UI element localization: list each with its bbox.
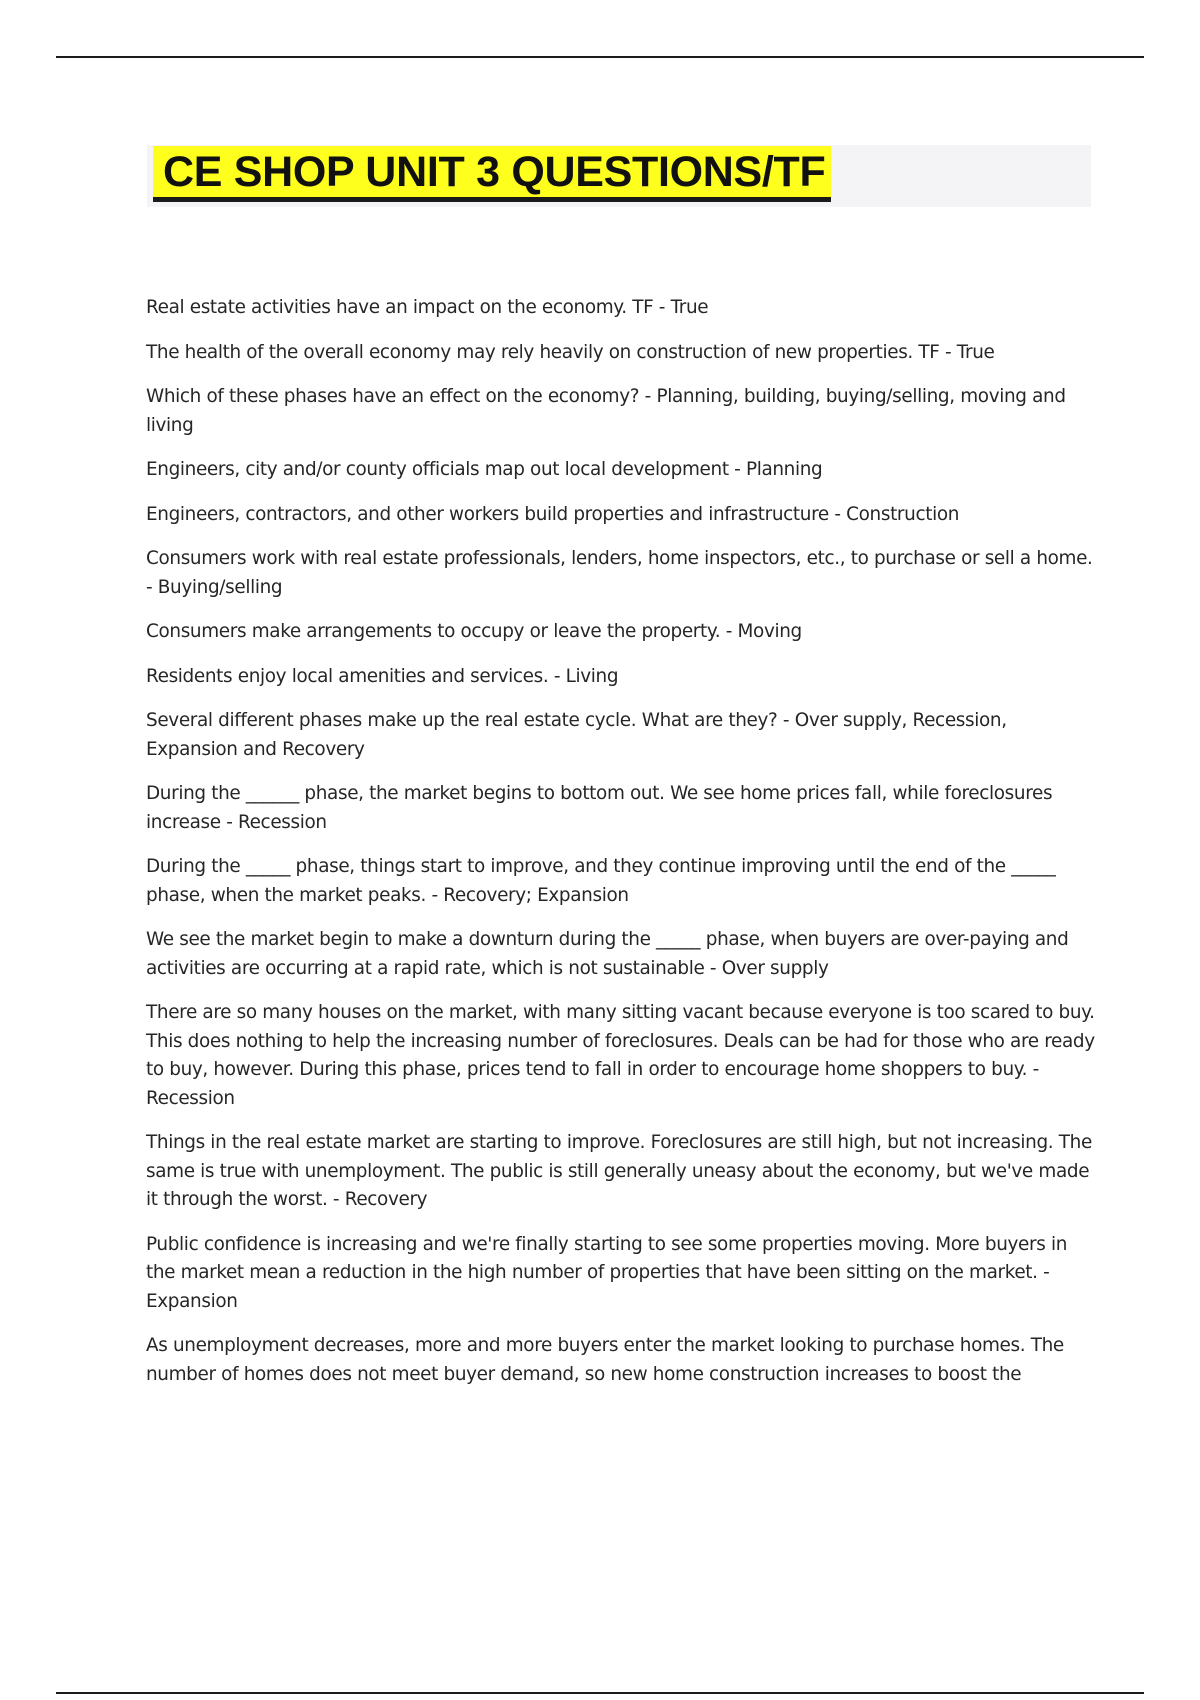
qa-list xyxy=(146,294,1096,1405)
qa-item: Consumers make arrangements to occupy or leave the property. - Moving xyxy=(146,621,802,642)
qa-item: Consumers work with real estate professionals, lenders, home inspectors, etc., to purchase or sell a home. - Buying/selling xyxy=(146,548,1093,598)
qa-item: During the ______ phase, the market begins to bottom out. We see home prices fall, while foreclosures increase - Recession xyxy=(146,783,1053,833)
qa-item: Public confidence is increasing and we're finally starting to see some properties moving. More buyers in the market mean a reduction in the high number of properties that have been sitting on the market. - Expansion xyxy=(146,1233,1068,1312)
top-rule xyxy=(56,56,1144,58)
qa-item: Real estate activities have an impact on the economy. TF - True xyxy=(146,297,709,318)
qa-item: Which of these phases have an effect on the economy? - Planning, building, buying/selling, moving and living xyxy=(146,386,1066,436)
qa-item: Several different phases make up the real estate cycle. What are they? - Over supply, Recession, Expansion and Recovery xyxy=(146,710,1007,760)
qa-item: Engineers, city and/or county officials map out local development - Planning xyxy=(146,459,823,480)
qa-item: As unemployment decreases, more and more buyers enter the market looking to purchase homes. The number of homes does not meet buyer demand, so new home construction increases to boost the xyxy=(146,1335,1064,1385)
qa-item: Residents enjoy local amenities and services. - Living xyxy=(146,665,619,687)
qa-item: Things in the real estate market are starting to improve. Foreclosures are still high, but not increasing. The same is true with unemployment. The public is still generally uneasy about the economy, but we've made it through the worst. - Recovery xyxy=(146,1132,1092,1210)
qa-item: We see the market begin to make a downturn during the _____ phase, when buyers are over-paying and activities are occurring at a rapid rate, which is not sustainable - Over supply xyxy=(146,929,1069,979)
qa-item: There are so many houses on the market, with many sitting vacant because everyone is too scared to buy. This does nothing to help the increasing number of foreclosures. Deals can be had for those who are ready to buy, however. During this phase, prices tend to fall in order to encourage home shoppers to buy. - Recession xyxy=(146,1002,1095,1109)
qa-item: During the _____ phase, things start to improve, and they continue improving until the end of the _____ phase, when the market peaks. - Recovery; Expansion xyxy=(146,856,1056,906)
qa-item: Engineers, contractors, and other workers build properties and infrastructure - Construction xyxy=(146,503,960,525)
bottom-rule xyxy=(56,1692,1144,1694)
document-title: CE SHOP UNIT 3 QUESTIONS/TF xyxy=(153,146,831,202)
qa-item: The health of the overall economy may rely heavily on construction of new properties. TF - True xyxy=(146,341,995,363)
